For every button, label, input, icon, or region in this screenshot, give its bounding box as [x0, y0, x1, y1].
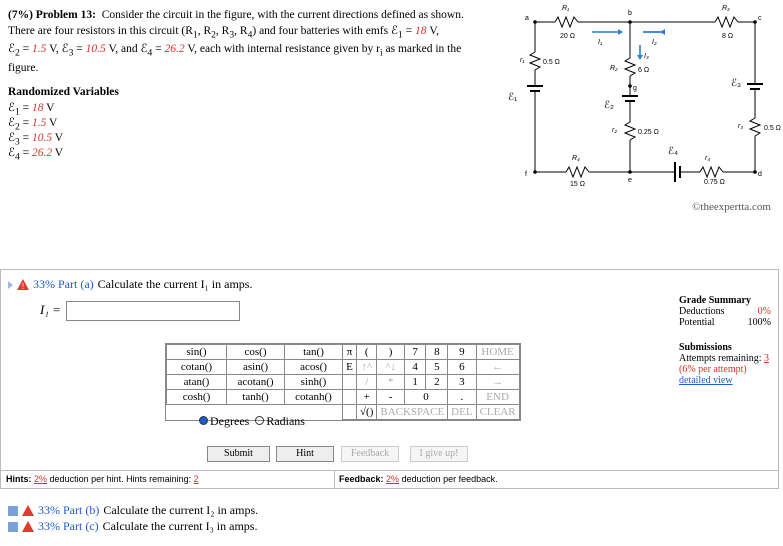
calculator-keypad: [165, 343, 521, 421]
svg-text:r₂: r₂: [612, 127, 618, 134]
key-7[interactable]: 7: [404, 345, 426, 360]
svg-text:c: c: [758, 15, 762, 22]
submit-button[interactable]: Submit: [207, 446, 270, 462]
key-0[interactable]: 0: [404, 390, 447, 405]
key-minus[interactable]: -: [377, 390, 404, 405]
radio-selected-icon[interactable]: [199, 416, 208, 425]
deductions-value: 0%: [757, 306, 771, 317]
part-b-header[interactable]: [8, 503, 258, 518]
problem-header: (7%) Problem 13:: [8, 9, 96, 21]
svg-text:0.25 Ω: 0.25 Ω: [638, 129, 659, 136]
potential-value: 100%: [747, 317, 771, 328]
part-b-label: 33% Part (b): [38, 503, 100, 517]
key-end[interactable]: END: [476, 390, 519, 405]
svg-text:ℰ₃: ℰ₃: [731, 78, 742, 89]
rv-e4: ℰ$_4$ = 26.2 V: [8, 147, 64, 163]
key-cos[interactable]: cos(): [227, 345, 285, 360]
part-a-prompt: Calculate the current I₁ in amps.: [97, 277, 253, 291]
circuit-diagram: [500, 0, 783, 215]
per-attempt-deduction: (6% per attempt): [679, 364, 747, 375]
problem-text-1: Consider the circuit in the figure, with the current directions defined as shown.: [101, 9, 464, 21]
problem-text-4: figure.: [8, 62, 39, 75]
part-collapsed-icon: [8, 522, 18, 532]
rv-e3: ℰ$_3$ = 10.5 V: [8, 132, 64, 148]
svg-text:6 Ω: 6 Ω: [638, 67, 650, 74]
part-c-label: 33% Part (c): [38, 519, 99, 533]
key-8[interactable]: 8: [426, 345, 448, 360]
key-cotan[interactable]: cotan(): [167, 360, 227, 375]
rv-e2: ℰ$_2$ = 1.5 V: [8, 117, 58, 133]
svg-text:b: b: [628, 10, 632, 17]
key-cotanh[interactable]: cotanh(): [285, 390, 343, 405]
randomized-variables-title: Randomized Variables: [8, 86, 119, 98]
key-e[interactable]: E: [343, 360, 357, 375]
key-clear[interactable]: CLEAR: [476, 405, 519, 420]
grade-summary: [679, 295, 771, 386]
key-atan[interactable]: atan(): [167, 375, 227, 390]
copyright-credit: ©theexpertta.com: [692, 201, 771, 213]
key-cosh[interactable]: cosh(): [167, 390, 227, 405]
svg-text:R₁: R₁: [562, 5, 570, 12]
svg-text:I₂: I₂: [652, 39, 657, 46]
key-9[interactable]: 9: [448, 345, 476, 360]
radians-option[interactable]: Radians: [255, 414, 305, 429]
key-6[interactable]: 6: [448, 360, 476, 375]
key-pi[interactable]: π: [343, 345, 357, 360]
key-3[interactable]: 3: [448, 375, 476, 390]
key-dot[interactable]: .: [448, 390, 476, 405]
key-blank-2: [343, 390, 357, 405]
key-right[interactable]: →: [476, 375, 519, 390]
key-2[interactable]: 2: [426, 375, 448, 390]
svg-text:r₃: r₃: [738, 123, 744, 130]
svg-text:I₁: I₁: [598, 39, 603, 46]
svg-text:r₄: r₄: [705, 155, 711, 162]
hint-button[interactable]: Hint: [276, 446, 334, 462]
problem-statement: [8, 8, 493, 77]
key-backspace[interactable]: BACKSPACE: [377, 405, 448, 420]
potential-label: Potential: [679, 317, 715, 328]
key-blank-3: [343, 405, 357, 420]
deductions-label: Deductions: [679, 306, 725, 317]
problem-text-2: There are four resistors in this circuit ($R_1$, $R_2$, $R_3$, $R_4$) and four batteries with emfs ℰ$_1$ = 18 V,: [8, 24, 440, 40]
svg-text:R₃: R₃: [722, 5, 730, 12]
svg-text:15 Ω: 15 Ω: [570, 181, 585, 188]
problem-text-3: ℰ$_2$ = 1.5 V, ℰ$_3$ = 10.5 V, and ℰ$_4$ = 26.2 V, each with internal resistance given by $r_i$ as marked in the: [8, 43, 462, 59]
submissions-title: Submissions: [679, 342, 732, 353]
warning-icon: [22, 521, 34, 532]
part-b-prompt: Calculate the current I₂ in amps.: [103, 503, 259, 517]
key-tanh[interactable]: tanh(): [227, 390, 285, 405]
svg-text:I₃: I₃: [644, 53, 649, 60]
svg-text:e: e: [628, 177, 632, 184]
hints-bar: Hints: 2% deduction per hint. Hints remaining: 2: [0, 471, 335, 489]
part-c-prompt: Calculate the current I₃ in amps.: [102, 519, 258, 533]
svg-text:!: !: [21, 282, 25, 290]
svg-text:R₄: R₄: [572, 155, 580, 162]
key-sqrt[interactable]: √(): [357, 405, 377, 420]
key-rparen[interactable]: ): [377, 345, 404, 360]
attempts-remaining: 3: [764, 353, 769, 364]
answer-label: I₁ =: [40, 302, 61, 317]
feedback-bar: Feedback: 2% deduction per feedback.: [339, 474, 498, 484]
svg-text:r₁: r₁: [520, 57, 525, 64]
key-asin[interactable]: asin(): [227, 360, 285, 375]
svg-text:ℰ₂: ℰ₂: [604, 100, 614, 111]
svg-text:R₂: R₂: [610, 65, 618, 72]
key-left[interactable]: ←: [476, 360, 519, 375]
key-acos[interactable]: acos(): [285, 360, 343, 375]
svg-text:0.75 Ω: 0.75 Ω: [704, 179, 725, 186]
grade-summary-title: Grade Summary: [679, 295, 751, 306]
degrees-option[interactable]: Degrees: [199, 414, 249, 429]
key-4[interactable]: 4: [404, 360, 426, 375]
expand-arrow-icon[interactable]: [8, 281, 13, 289]
key-sin[interactable]: sin(): [167, 345, 227, 360]
svg-text:d: d: [758, 171, 762, 178]
key-up[interactable]: ↑^: [357, 360, 377, 375]
svg-text:8 Ω: 8 Ω: [722, 33, 734, 40]
radio-icon[interactable]: [255, 416, 264, 425]
key-del[interactable]: DEL: [448, 405, 476, 420]
svg-text:g: g: [633, 85, 637, 92]
part-a-label: 33% Part (a): [33, 277, 94, 291]
part-a-header[interactable]: [8, 277, 252, 292]
part-collapsed-icon: [8, 506, 18, 516]
svg-text:0.5 Ω: 0.5 Ω: [764, 125, 781, 132]
node-a: a: [525, 15, 529, 22]
detailed-view-link[interactable]: detailed view: [679, 375, 733, 386]
angle-mode: [199, 414, 305, 429]
key-lparen[interactable]: (: [357, 345, 377, 360]
key-plus[interactable]: +: [357, 390, 377, 405]
key-divide[interactable]: /: [357, 375, 377, 390]
svg-text:ℰ₁: ℰ₁: [508, 92, 518, 103]
warning-icon: [17, 279, 29, 290]
give-up-button[interactable]: I give up!: [410, 446, 468, 462]
key-tan[interactable]: tan(): [285, 345, 343, 360]
svg-text:20 Ω: 20 Ω: [560, 33, 575, 40]
key-home[interactable]: HOME: [476, 345, 519, 360]
key-multiply[interactable]: *: [377, 375, 404, 390]
key-5[interactable]: 5: [426, 360, 448, 375]
part-c-header[interactable]: [8, 519, 257, 534]
key-down[interactable]: ^↓: [377, 360, 404, 375]
answer-input[interactable]: [66, 301, 240, 321]
key-sinh[interactable]: sinh(): [285, 375, 343, 390]
key-blank: [343, 375, 357, 390]
warning-icon: [22, 505, 34, 516]
rv-e1: ℰ$_1$ = 18 V: [8, 102, 55, 118]
svg-text:f: f: [525, 171, 527, 178]
key-1[interactable]: 1: [404, 375, 426, 390]
attempts-label: Attempts remaining:: [679, 353, 762, 364]
svg-text:ℰ₄: ℰ₄: [668, 146, 679, 157]
svg-text:0.5 Ω: 0.5 Ω: [543, 59, 560, 66]
feedback-button[interactable]: Feedback: [341, 446, 399, 462]
key-acotan[interactable]: acotan(): [227, 375, 285, 390]
